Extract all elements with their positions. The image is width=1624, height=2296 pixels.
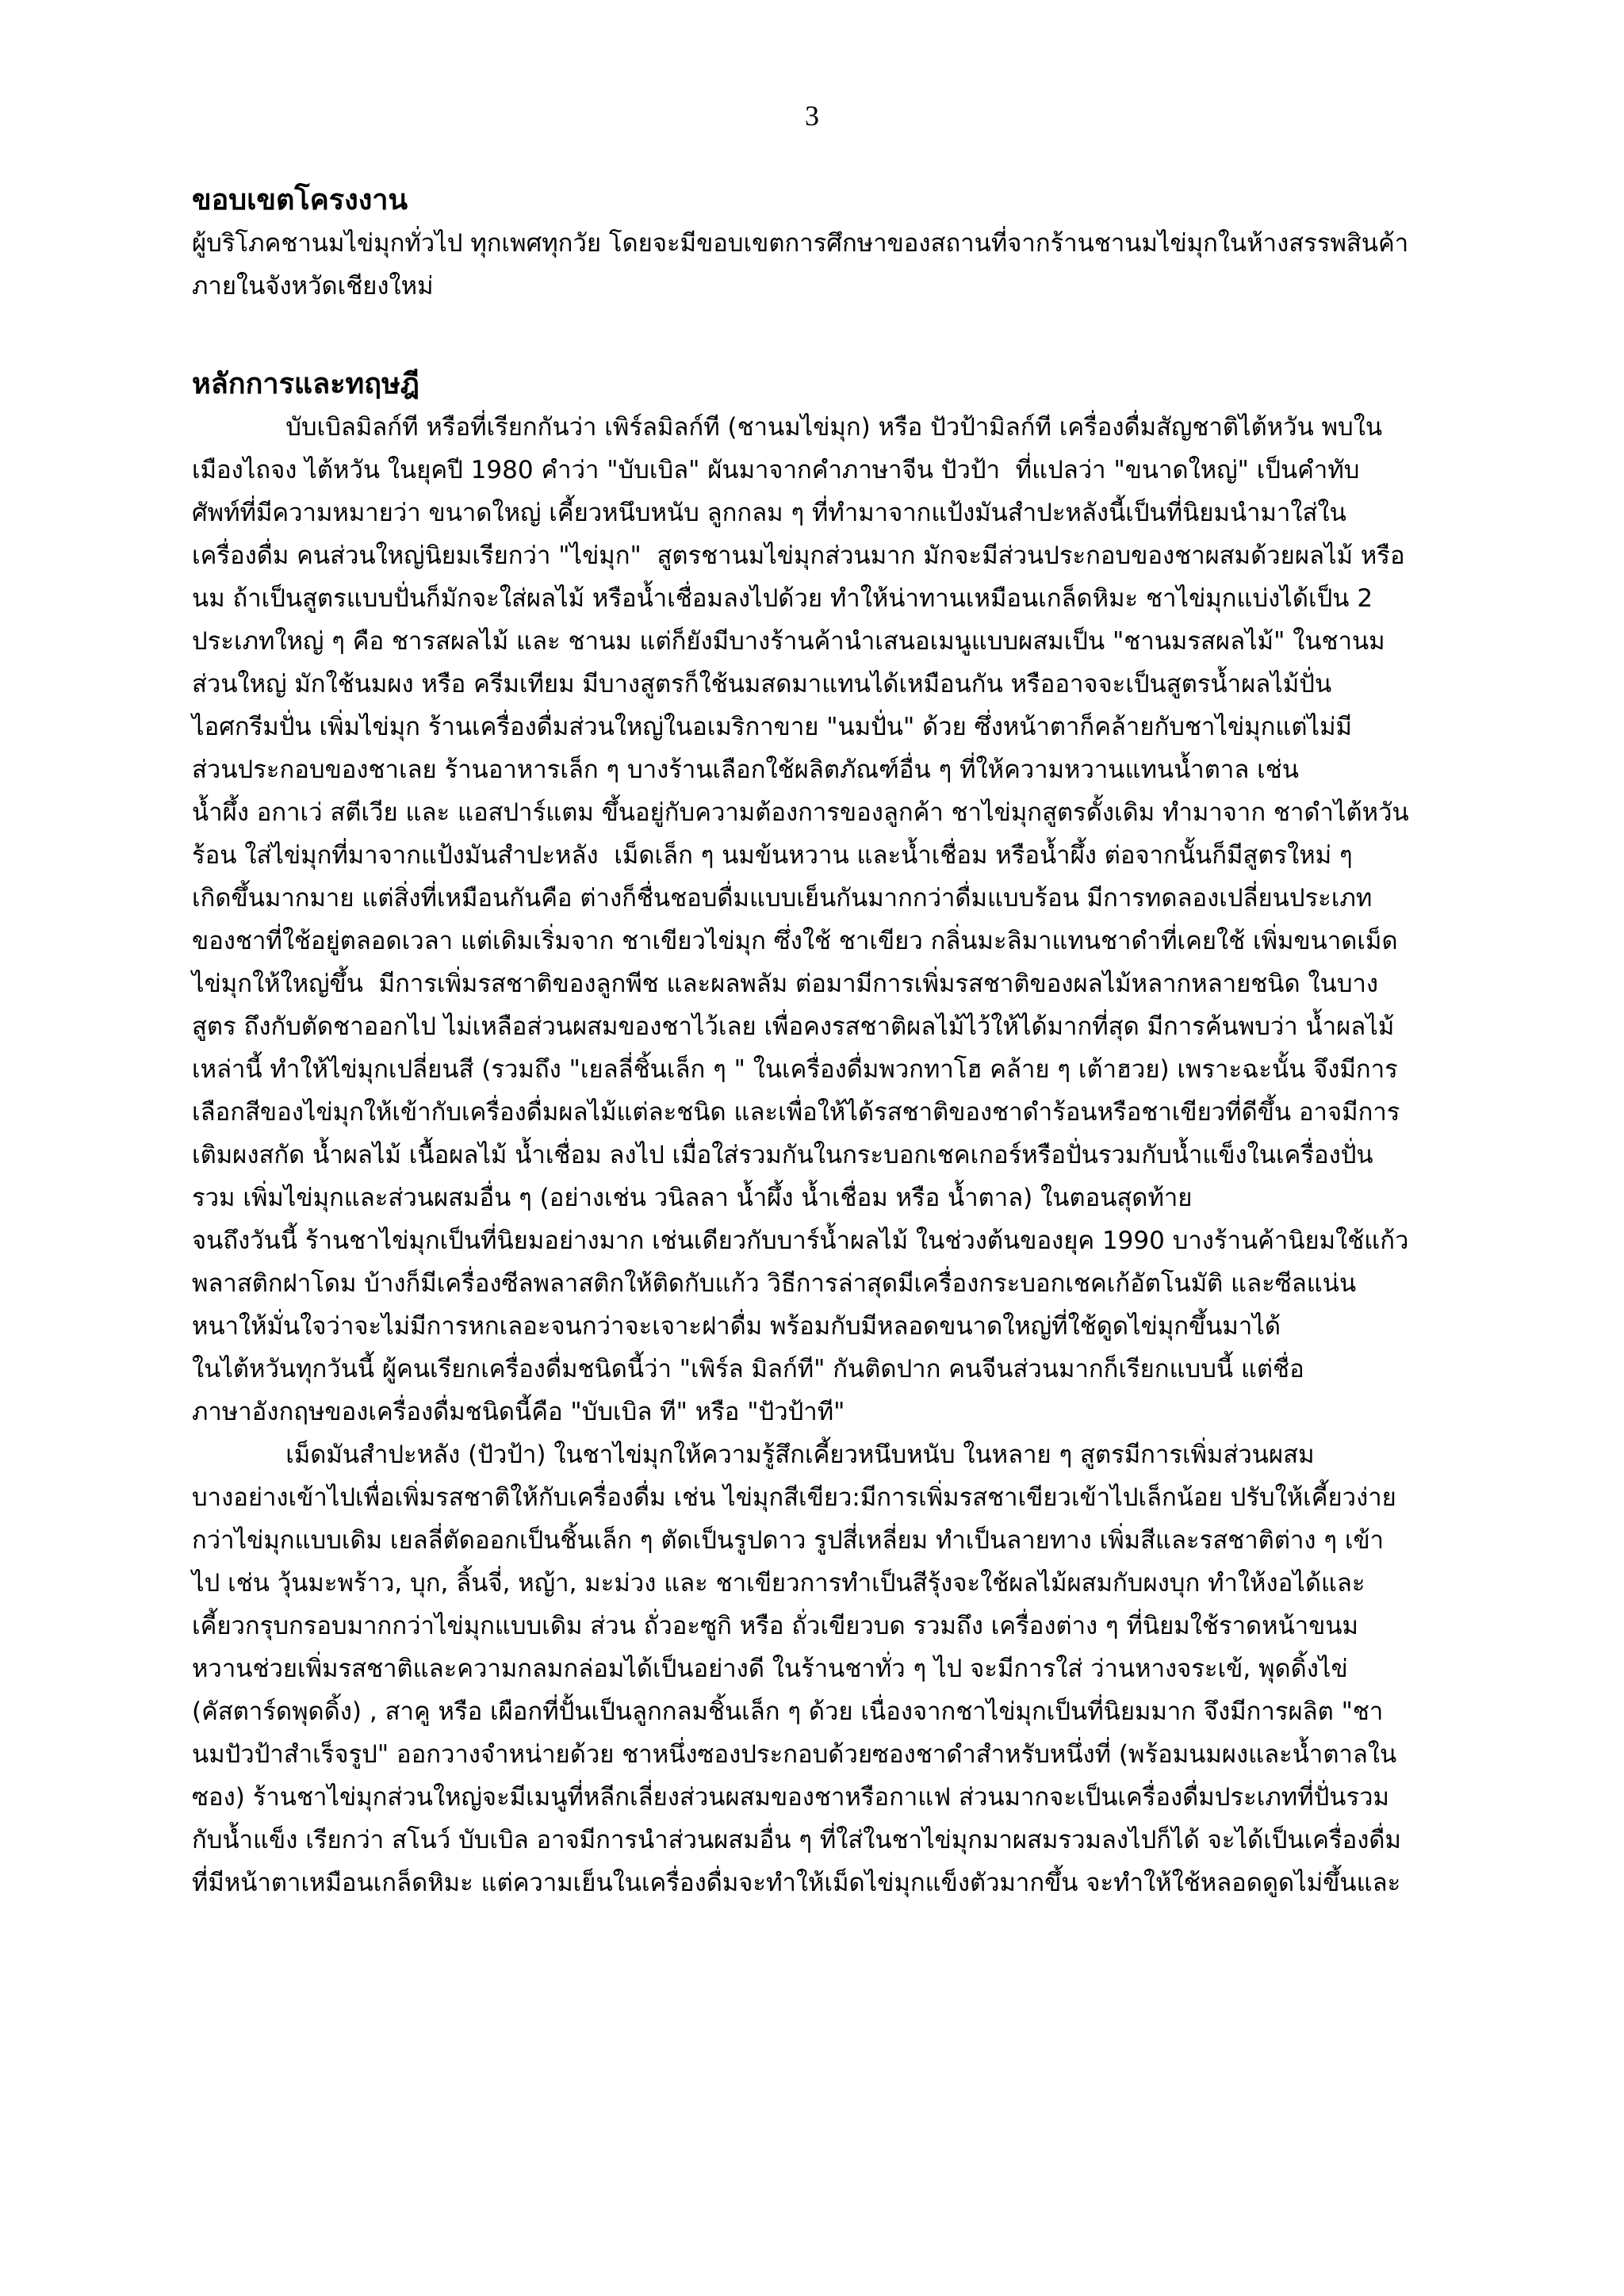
text-line: ร้อน ใส่ไข่มุกที่มาจากแป้งมันสำปะหลัง เม็ดเล็ก ๆ นมข้นหวาน และน้ำเชื่อม หรือน้ำผึ้ง ต่อจากนั้นก็มีสูตรใหม่ ๆ	[192, 841, 1353, 870]
text-line: จนถึงวันนี้ ร้านชาไข่มุกเป็นที่นิยมอย่างมาก เช่นเดียวกับบาร์น้ำผลไม้ ในช่วงต้นของยุค 1990 บางร้านค้านิยมใช้แก้ว	[192, 1226, 1409, 1255]
text-line: นมปัวป้าสำเร็จรูป" ออกวางจำหน่ายด้วย ชาหนึ่งซองประกอบด้วยซองชาดำสำหรับหนึ่งที่ (พร้อมนมผงและน้ำตาลใน	[192, 1740, 1397, 1769]
text-line: น้ำผึ้ง อกาเว่ สตีเวีย และ แอสปาร์แตม ขึ้นอยู่กับความต้องการของลูกค้า ชาไข่มุกสูตรดั้งเดิม ทำมาจาก ชาดำไต้หวัน	[192, 798, 1409, 827]
text-line: เมืองไถจง ไต้หวัน ในยุคปี 1980 คำว่า "บับเบิล" ผันมาจากคำภาษาจีน ปัวป้า ที่แปลว่า "ขนาดใหญ่" เป็นคำทับ	[192, 456, 1360, 484]
text-line: ผู้บริโภคชานมไข่มุกทั่วไป ทุกเพศทุกวัย โดยจะมีขอบเขตการศึกษาของสถานที่จากร้านชานมไข่มุกในห้างสรรพสินค้า	[192, 229, 1409, 258]
text-line: เกิดขึ้นมากมาย แต่สิ่งที่เหมือนกันคือ ต่างก็ชื่นชอบดื่มแบบเย็นกันมากกว่าดื่มแบบร้อน มีการทดลองเปลี่ยนประเภท	[192, 884, 1373, 913]
text-line: บางอย่างเข้าไปเพื่อเพิ่มรสชาติให้กับเครื่องดื่ม เช่น ไข่มุกสีเขียว:มีการเพิ่มรสชาเขียวเข้าไปเล็กน้อย ปรับให้เคี้ยวง่าย	[192, 1483, 1396, 1512]
text-line: กว่าไข่มุกแบบเดิม เยลลี่ตัดออกเป็นชิ้นเล็ก ๆ ตัดเป็นรูปดาว รูปสี่เหลี่ยม ทำเป็นลายทาง เพิ่มสีและรสชาติต่าง ๆ เข้า	[192, 1526, 1385, 1555]
text-line: หนาให้มั่นใจว่าจะไม่มีการหกเลอะจนกว่าจะเจาะฝาดื่ม พร้อมกับมีหลอดขนาดใหญ่ที่ใช้ดูดไข่มุกขึ้นมาได้	[192, 1312, 1281, 1341]
section-spacer	[192, 308, 1500, 363]
text-line: เลือกสีของไข่มุกให้เข้ากับเครื่องดื่มผลไม้แต่ละชนิด และเพื่อให้ได้รสชาติของชาดำร้อนหรือชาเขียวที่ดีขึ้น อาจมีการ	[192, 1098, 1400, 1127]
scope-heading: ขอบเขตโครงงาน	[192, 184, 408, 216]
text-line: บับเบิลมิลก์ที หรือที่เรียกกันว่า เพิร์ลมิลก์ที (ชานมไข่มุก) หรือ ปัวป้ามิลก์ที เครื่องดื่มสัญชาติไต้หวัน พบใน	[192, 413, 1383, 442]
principles-paragraph	[192, 406, 1500, 1904]
text-line: เหล่านี้ ทำให้ไข่มุกเปลี่ยนสี (รวมถึง "เยลลี่ชิ้นเล็ก ๆ " ในเครื่องดื่มพวกทาโฮ คล้าย ๆ เต้าฮวย) เพราะฉะนั้น จึงมีการ	[192, 1055, 1398, 1084]
text-line: ในไต้หวันทุกวันนี้ ผู้คนเรียกเครื่องดื่มชนิดนี้ว่า "เพิร์ล มิลก์ที" กันติดปาก คนจีนส่วนมากก็เรียกแบบนี้ แต่ชื่อ	[192, 1355, 1304, 1383]
text-line: ภายในจังหวัดเชียงใหม่	[192, 272, 434, 300]
scope-paragraph	[192, 222, 1500, 308]
text-line: ของชาที่ใช้อยู่ตลอดเวลา แต่เดิมเริ่มจาก ชาเขียวไข่มุก ซึ่งใช้ ชาเขียว กลิ่นมะลิมาแทนชาดำที่เคยใช้ เพิ่มขนาดเม็ด	[192, 927, 1398, 955]
text-line: เติมผงสกัด น้ำผลไม้ เนื้อผลไม้ น้ำเชื่อม ลงไป เมื่อใส่รวมกันในกระบอกเชคเกอร์หรือปั่นรวมกับน้ำแข็งในเครื่องปั่น	[192, 1141, 1373, 1169]
text-line: ที่มีหน้าตาเหมือนเกล็ดหิมะ แต่ความเย็นในเครื่องดื่มจะทำให้เม็ดไข่มุกแข็งตัวมากขึ้น จะทำให้ใช้หลอดดูดไม่ขึ้นและ	[192, 1869, 1401, 1897]
text-line: (คัสตาร์ดพุดดิ้ง) , สาคู หรือ เผือกที่ปั้นเป็นลูกกลมชิ้นเล็ก ๆ ด้วย เนื่องจากชาไข่มุกเป็นที่นิยมมาก จึงมีการผลิต "ชา	[192, 1697, 1384, 1726]
text-line: นม ถ้าเป็นสูตรแบบปั่นก็มักจะใส่ผลไม้ หรือน้ำเชื่อมลงไปด้วย ทำให้น่าทานเหมือนเกล็ดหิมะ ชาไข่มุกแบ่งได้เป็น 2	[192, 584, 1373, 613]
text-line: พลาสติกฝาโดม บ้างก็มีเครื่องซีลพลาสติกให้ติดกับแก้ว วิธีการล่าสุดมีเครื่องกระบอกเชคเก้อัตโนมัติ และซีลแน่น	[192, 1269, 1357, 1298]
principles-heading: หลักการและทฤษฎี	[192, 368, 419, 400]
document-body	[192, 179, 1500, 1904]
text-line: ภาษาอังกฤษของเครื่องดื่มชนิดนี้คือ "บับเบิล ที" หรือ "ปัวป้าที"	[192, 1398, 845, 1426]
text-line: ไป เช่น วุ้นมะพร้าว, บุก, ลิ้นจี่, หญ้า, มะม่วง และ ชาเขียวการทำเป็นสีรุ้งจะใช้ผลไม้ผสมกับผงบุก ทำให้งอได้และ	[192, 1569, 1365, 1598]
text-line: กับน้ำแข็ง เรียกว่า สโนว์ บับเบิล อาจมีการนำส่วนผสมอื่น ๆ ที่ใส่ในชาไข่มุกมาผสมรวมลงไปก็ได้ จะได้เป็นเครื่องดื่ม	[192, 1826, 1401, 1854]
text-line: ซอง) ร้านชาไข่มุกส่วนใหญ่จะมีเมนูที่หลีกเลี่ยงส่วนผสมของชาหรือกาแฟ ส่วนมากจะเป็นเครื่องดื่มประเภทที่ปั่นรวม	[192, 1783, 1389, 1812]
text-line: รวม เพิ่มไข่มุกและส่วนผสมอื่น ๆ (อย่างเช่น วนิลลา น้ำผึ้ง น้ำเชื่อม หรือ น้ำตาล) ในตอนสุดท้าย	[192, 1184, 1193, 1212]
text-line: เม็ดมันสำปะหลัง (ปัวป้า) ในชาไข่มุกให้ความรู้สึกเคี้ยวหนึบหนับ ในหลาย ๆ สูตรมีการเพิ่มส่วนผสม	[192, 1441, 1315, 1469]
text-line: ส่วนใหญ่ มักใช้นมผง หรือ ครีมเทียม มีบางสูตรก็ใช้นมสดมาแทนได้เหมือนกัน หรืออาจจะเป็นสูตรน้ำผลไม้ปั่น	[192, 670, 1332, 698]
text-line: ส่วนประกอบของชาเลย ร้านอาหารเล็ก ๆ บางร้านเลือกใช้ผลิตภัณฑ์อื่น ๆ ที่ให้ความหวานแทนน้ำตาล เช่น	[192, 756, 1299, 784]
text-line: ประเภทใหญ่ ๆ คือ ชารสผลไม้ และ ชานม แต่ก็ยังมีบางร้านค้านำเสนอเมนูแบบผสมเป็น "ชานมรสผลไม้" ในชานม	[192, 627, 1385, 656]
text-line: เครื่องดื่ม คนส่วนใหญ่นิยมเรียกว่า "ไข่มุก" สูตรชานมไข่มุกส่วนมาก มักจะมีส่วนประกอบของชาผสมด้วยผลไม้ หรือ	[192, 541, 1405, 570]
text-line: เคี้ยวกรุบกรอบมากกว่าไข่มุกแบบเดิม ส่วน ถั่วอะซูกิ หรือ ถั่วเขียวบด รวมถึง เครื่องต่าง ๆ ที่นิยมใช้ราดหน้าขนม	[192, 1612, 1358, 1640]
text-line: ไข่มุกให้ใหญ่ขึ้น มีการเพิ่มรสชาติของลูกพีช และผลพลัม ต่อมามีการเพิ่มรสชาติของผลไม้หลากหลายชนิด ในบาง	[192, 970, 1379, 998]
page-number: 3	[805, 100, 819, 132]
text-line: ศัพท์ที่มีความหมายว่า ขนาดใหญ่ เคี้ยวหนึบหนับ ลูกกลม ๆ ที่ทำมาจากแป้งมันสำปะหลังนี้เป็นที่นิยมนำมาใส่ใน	[192, 499, 1346, 527]
text-line: หวานช่วยเพิ่มรสชาติและความกลมกล่อมได้เป็นอย่างดี ในร้านชาทั่ว ๆ ไป จะมีการใส่ ว่านหางจระเข้, พุดดิ้งไข่	[192, 1655, 1348, 1683]
text-line: ไอศกรีมปั่น เพิ่มไข่มุก ร้านเครื่องดื่มส่วนใหญ่ในอเมริกาขาย "นมปั่น" ด้วย ซึ่งหน้าตาก็คล้ายกับชาไข่มุกแต่ไม่มี	[192, 713, 1352, 741]
text-line: สูตร ถึงกับตัดชาออกไป ไม่เหลือส่วนผสมของชาไว้เลย เพื่อคงรสชาติผลไม้ไว้ให้ได้มากที่สุด มีการค้นพบว่า น้ำผลไม้	[192, 1012, 1395, 1041]
